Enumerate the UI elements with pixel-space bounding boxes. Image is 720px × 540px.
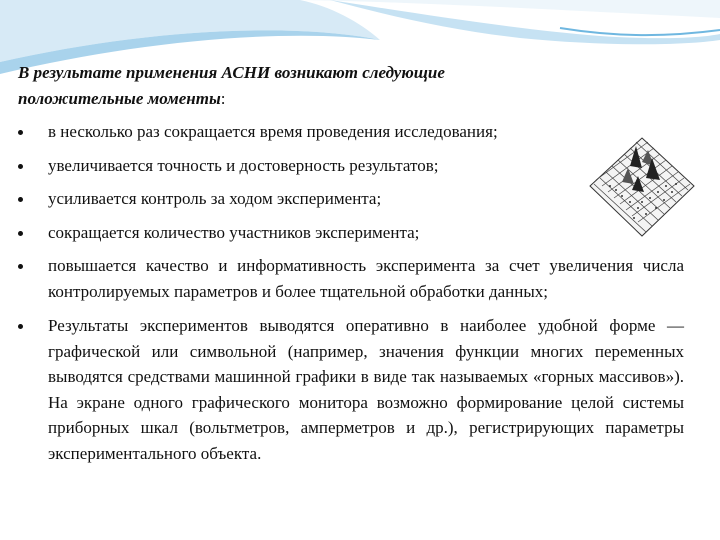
bullet-dot-icon xyxy=(18,231,23,236)
list-item xyxy=(18,119,684,145)
slide-content xyxy=(18,60,684,466)
list-item-text: увеличивается точность и достоверность результатов; xyxy=(48,155,439,175)
intro-colon: : xyxy=(220,88,226,108)
list-item xyxy=(18,313,684,466)
list-item-text: сокращается количество участников эксперимента; xyxy=(48,222,420,242)
intro-lead-text: В результате применения АСНИ возникают следующие xyxy=(18,63,445,82)
wave-accent-line xyxy=(560,28,720,35)
mountain-surface-plot-icon xyxy=(586,132,698,240)
benefits-list xyxy=(18,119,684,466)
list-item xyxy=(18,253,684,304)
list-item-text: в несколько раз сокращается время проведения исследования; xyxy=(48,122,498,141)
list-item xyxy=(18,220,684,246)
list-item xyxy=(18,186,684,212)
bullet-dot-icon xyxy=(18,264,23,269)
list-item-text: Результаты экспериментов выводятся оперативно в наиболее удобной форме — графической или символьной (например, значения функции многих переменных выводятся средствами машинной графики в виде так называемых «горных массивов»). На экране одного графического монитора возможно формирование целой системы приборных шкал (вольтметров, амперметров и др.), регистрирующих параметры экспериментального объекта. xyxy=(48,316,684,463)
intro-emphasis-text: положительные моменты xyxy=(18,88,221,108)
list-item-text: усиливается контроль за ходом эксперимента; xyxy=(48,189,382,208)
intro-paragraph xyxy=(18,60,684,111)
list-item-text: повышается качество и информативность эксперимента за счет увеличения числа контролируемых параметров и более тщательной обработки данных; xyxy=(48,256,684,301)
bullet-dot-icon xyxy=(18,130,23,135)
bullet-dot-icon xyxy=(18,164,23,169)
bullet-dot-icon xyxy=(18,324,23,329)
list-item xyxy=(18,153,684,179)
bullet-dot-icon xyxy=(18,197,23,202)
